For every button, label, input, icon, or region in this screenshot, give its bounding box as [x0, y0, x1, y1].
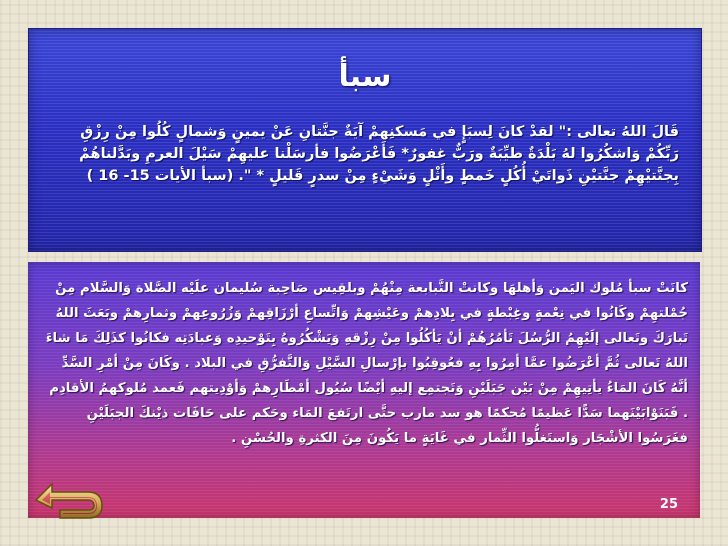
return-button[interactable]: [30, 470, 108, 524]
content-panel: [28, 262, 700, 518]
verse-panel: [28, 28, 702, 252]
slide-title: سبأ: [338, 59, 392, 94]
body-text: كانَتْ سبأ مُلوك اليَمن وَأهلهَا وكانتْ التَّبابعة مِنْهُمْ وبلقِيس صَاحِبة سُليمان علَيْه الصَّلاة وَالسَّلام مِنْ جُمْلتهِمْ وكَانُوا في نِعْمةٍ وغِبْطةٍ في بِلادِهمْ وعَيْشِهمْ وَاتِّساعِ أرْزَاقِهمْ وَزُرُوعِهمْ وثمارِهمْ وبَعَثَ اللهُ تَبارَكَ وتَعالى إلَيْهِمُ الرُّسُلَ تَأمُرُهُمْ أنْ يَأكُلُوا مِنْ رِزْقهِ وَيَشْكُرُوهُ بِتَوْحيدِه وَعبادَتِه فكانُوا كذَلِكَ مَا شاءَ اللهُ تَعالى ثُمَّ أعْرَضُوا عمَّا أمِرُوا بِهِ فعُوقِبُوا بإرْسالِ السَّيْلِ وَالتَّفرُّقِ في البلاد . وكَانَ مِنْ أمْرِ السَّدِّ أنَّهُ كَانَ المَاءُ يأتِيهِمْ مِنْ بَيْن جَبَلَيْنِ وَتَجتمِع إليهِ أيْضًا سُيُول أمْطَارِهمْ وَأوْدِيتهم فَعمد مُلوكهمُ الأقادِم . فَبَنَوْابَيْنَهما سَدًّا عَظيمًا مُحكمًا هو سد مارب حتَّى ارتَفعَ المَاء وحَكم على حَافَات ذيْنكَ الجبَلَيْنِ فغَرَسُوا الأشْجَار وَاستَغلُّوا الثِّمار في غَايَةٍ ما يَكُونَ مِنَ الكثرةِ والحُسْنِ .: [45, 281, 688, 446]
verse-text: قَالَ اللهُ تعالى :" لقدْ كانَ لِسبَإٍ في مَسكنِهمْ آيَةٌ جنَّتانِ عَنْ يمينٍ وَشمالٍ كُلُوا مِنْ رِزْقِ رَبِّكُمْ وَاشكُرُوا لهُ بَلْدَةٌ طيِّبَةٌ ورَبٌّ غفورٌ* فَأَعْرَضُوا فأرسَلْنا عليهِمْ سَيْلَ العرمِ وبَدَّلناهُمْ بِجنَّتيْهِمْ جنَّتيْنِ ذَواتَيْ أُكُلٍ خَمطٍ وأَثْلٍ وَشَيْءٍ مِنْ سدرٍ قَليلٍ * ". (سبأ الأيات 15- 16 ): [79, 124, 679, 184]
return-arrow-icon: [30, 470, 108, 524]
page-number: 25: [659, 497, 678, 512]
